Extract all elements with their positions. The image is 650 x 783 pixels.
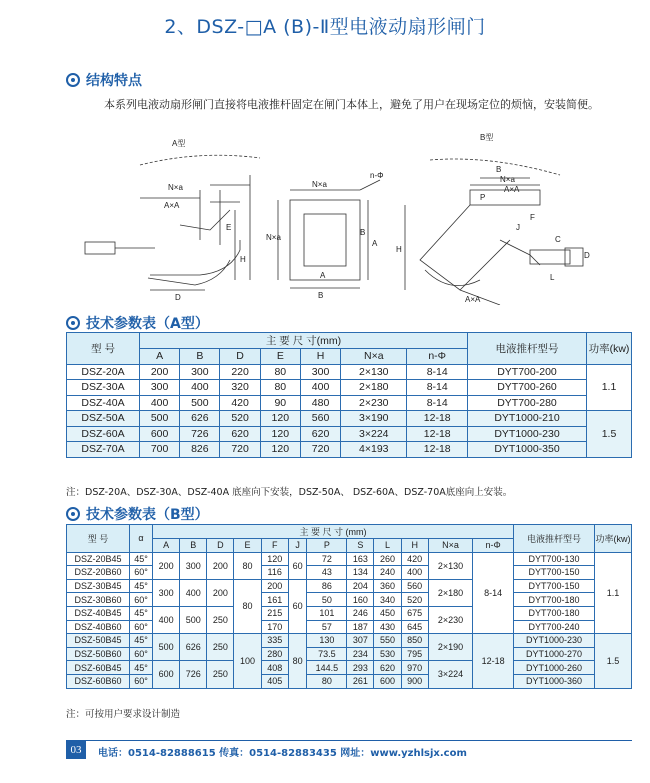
dim-label: n-Φ	[370, 171, 384, 180]
table-row: DSZ-60B45 45° 600 726 250 408 144.5 293 620 970 3×224 DYT1000-260	[67, 661, 632, 675]
page-number: 03	[66, 741, 86, 759]
power-cell: 1.5	[587, 411, 632, 458]
dim-label: A	[320, 271, 326, 280]
page-title: 2、DSZ-□A (B)-Ⅱ型电液动扇形闸门	[164, 16, 486, 38]
header-pusher: 电液推杆型号	[468, 333, 587, 365]
table-row: DSZ-40A 400 500 420 90 480 2×230 8-14 DYT700-280	[67, 395, 632, 411]
diagram-label-a: A型	[172, 139, 186, 148]
header-col: D	[220, 349, 260, 365]
header-dims: 主 要 尺 寸(mm)	[140, 333, 468, 349]
power-cell: 1.5	[595, 634, 632, 688]
section-structure-heading: 结构特点	[66, 70, 142, 90]
header-col: N×a	[341, 349, 407, 365]
dim-label: N×a	[168, 183, 183, 192]
header-power: 功率(kw)	[587, 333, 632, 365]
table-row: DSZ-60B60 60° 405 80 261 600 900 DYT1000-360	[67, 674, 632, 688]
dim-label: P	[480, 193, 486, 202]
header-power: 功率(kw)	[595, 525, 632, 553]
bullet-ring-icon	[66, 73, 80, 87]
diagram-label-b: B型	[480, 133, 494, 142]
header-alpha: α	[130, 525, 153, 553]
table-row: DSZ-30A 300 400 320 80 400 2×180 8-14 DYT700-260	[67, 380, 632, 396]
intro-paragraph: 本系列电液动扇形闸门直接将电液推杆固定在闸门本体上，避免了用户在现场定位的烦恼，安装简便。	[104, 98, 599, 111]
dim-label: A	[372, 239, 378, 248]
table-row: DSZ-70A 700 826 720 120 720 4×193 12-18 DYT1000-350	[67, 442, 632, 458]
dim-label: N×a	[266, 233, 281, 242]
section-table-b-heading: 技术参数表（B型）	[66, 504, 209, 524]
table-row: DSZ-40B60 60° 170 57 187 430 645 DYT700-240	[67, 620, 632, 634]
dim-label: L	[550, 273, 555, 282]
dim-label: N×a	[500, 175, 515, 184]
header-col: B	[180, 349, 220, 365]
table-row: DSZ-50B60 60° 280 73.5 234 530 795 DYT1000-270	[67, 647, 632, 661]
dim-label: N×a	[312, 180, 327, 189]
dim-label: F	[530, 213, 535, 222]
header-col: n-Φ	[407, 349, 468, 365]
header-col: H	[300, 349, 340, 365]
dim-label: J	[516, 223, 520, 232]
header-dims: 主 要 尺 寸 (mm)	[153, 525, 514, 539]
dim-label: B	[496, 165, 502, 174]
contact-info: 电话：0514-82888615 传真：0514-82883435 网址：www.yzhlsjx.com	[98, 748, 467, 759]
table-row: DSZ-20B60 60° 116 43 134 240 400 DYT700-150	[67, 566, 632, 580]
header-model: 型 号	[67, 333, 140, 365]
header-col: A	[140, 349, 180, 365]
table-row: DSZ-50B45 45° 500 626 250 100 335 80 130 307 550 850 2×190 12-18 DYT1000-230 1.5	[67, 634, 632, 648]
dim-label: E	[226, 223, 232, 232]
power-cell: 1.1	[595, 552, 632, 634]
dim-label: A×A	[164, 201, 180, 210]
dim-label: A×A	[504, 185, 520, 194]
table-row: DSZ-20A 200 300 220 80 300 2×130 8-14 DYT700-200 1.1	[67, 364, 632, 380]
power-cell: 1.1	[587, 364, 632, 411]
dim-label: B	[360, 228, 366, 237]
spec-table-b: 型 号 α 主 要 尺 寸 (mm) 电液推杆型号 功率(kw) A B D E F J P S L H N×a n-Φ DSZ-20B45 45° 200 300 200 80 120 60 72 163 260 420 2×130 8-14 DYT700-130 1.1 DSZ-20B60 60° 116 43 134 240 400 DYT700-150 DSZ-30B45 45° 300 400 200 80 200 60 86 204 360 560 2×180 DYT700-150 DSZ-30B60 60° 161 50 160 340 520 DYT700-180 DSZ-40B45 45° 400 500 250 215 101 246 450 675 2×230 DYT700-180 DSZ-40B60 60° 170 57 187 430 645 DYT700-240 DSZ-50B45 45° 500 626 250 100 335 80 130 307 550 850 2×190 12-18 DYT1000-230 1.5 DSZ-50B60 60° 280 73.5 234 530 795 DYT1000-270 DSZ-60B45 45° 600 726 250 408 144.5 293 620 970 3×224 DYT1000-260 DSZ-60B60 60° 405 80 261 600 900 DYT1000-360	[66, 524, 632, 689]
table-row: DSZ-30B45 45° 300 400 200 80 200 60 86 204 360 560 2×180 DYT700-150	[67, 579, 632, 593]
dim-label: D	[584, 251, 590, 260]
table-row: DSZ-60A 600 726 620 120 620 3×224 12-18 DYT1000-230	[67, 426, 632, 442]
table-row: DSZ-50A 500 626 520 120 560 3×190 12-18 DYT1000-210 1.5	[67, 411, 632, 427]
header-model: 型 号	[67, 525, 130, 553]
bullet-ring-icon	[66, 507, 80, 521]
header-col: E	[260, 349, 300, 365]
gate-diagram	[60, 130, 600, 305]
bullet-ring-icon	[66, 316, 80, 330]
dim-label: B	[318, 291, 324, 300]
section-table-a-heading: 技术参数表（A型）	[66, 313, 209, 333]
dim-label: A×A	[465, 295, 481, 304]
dim-label: C	[555, 235, 561, 244]
dim-label: H	[240, 255, 246, 264]
table-row: DSZ-40B45 45° 400 500 250 215 101 246 450 675 2×230 DYT700-180	[67, 606, 632, 620]
table-b-note: 注：可按用户要求设计制造	[66, 709, 181, 720]
table-row: DSZ-20B45 45° 200 300 200 80 120 60 72 163 260 420 2×130 8-14 DYT700-130 1.1	[67, 552, 632, 566]
table-row: DSZ-30B60 60° 161 50 160 340 520 DYT700-180	[67, 593, 632, 607]
dim-label: D	[175, 293, 181, 302]
spec-table-a	[66, 332, 632, 458]
header-pusher: 电液推杆型号	[514, 525, 595, 553]
table-a-note: 注：DSZ-20A、DSZ-30A、DSZ-40A 底座向下安装，DSZ-50A、 DSZ-60A、DSZ-70A底座向上安装。	[66, 487, 513, 498]
dim-label: H	[396, 245, 402, 254]
